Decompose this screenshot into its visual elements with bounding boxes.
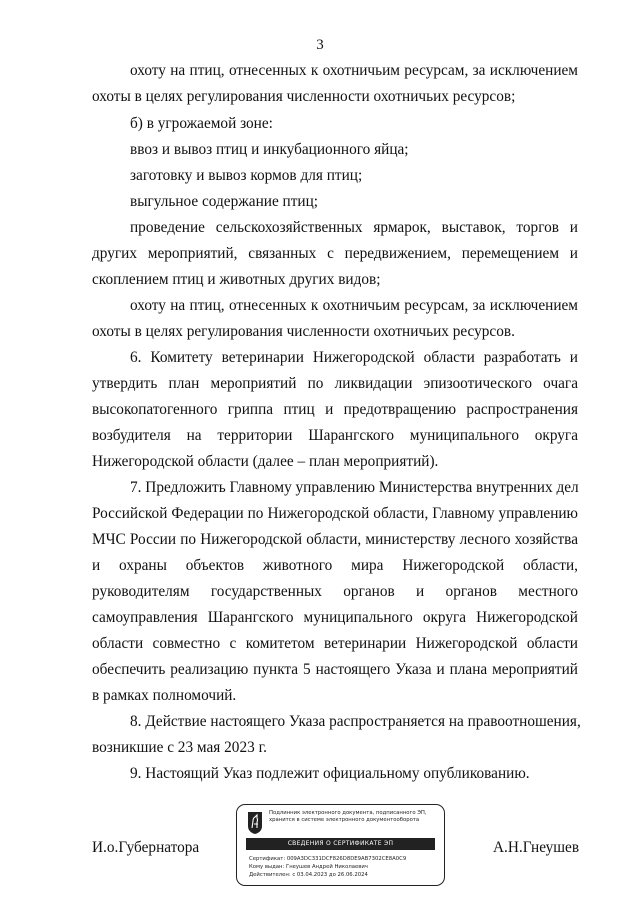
certificate-serial: Сертификат: 009A3DC331DCF826D8DE9AB7302CE8A0C9 [249, 856, 407, 862]
body-line: возникшие с 23 мая 2023 г. [92, 739, 267, 756]
signer-name: А.Н.Гнеушев [493, 839, 580, 856]
body-line: возбудителя на территории Шарангского муниципального округа [92, 427, 578, 444]
body-line: руководителям государственных органов и органов местного [92, 583, 578, 600]
coat-of-arms-icon [247, 811, 263, 835]
body-line: самоуправления Шарангского муниципального округа Нижегородской [92, 609, 578, 626]
body-line: обеспечить реализацию пункта 5 настоящего Указа и плана мероприятий [92, 661, 578, 678]
body-line: 6. Комитету ветеринарии Нижегородской области разработать и [130, 349, 578, 366]
body-line: других мероприятий, связанных с передвижением, перемещением и [92, 245, 578, 262]
body-line: 8. Действие настоящего Указа распространяется на правоотношения, [130, 713, 581, 730]
body-line: охоты в целях регулирования численности охотничьих ресурсов; [92, 88, 516, 105]
body-line: и охраны объектов животного мира Нижегородской области, [92, 557, 578, 574]
body-line: б) в угрожаемой зоне: [130, 115, 273, 132]
body-line: охоты в целях регулирования численности охотничьих ресурсов. [92, 323, 515, 340]
body-line: утвердить план мероприятий по ликвидации эпизоотического очага [92, 375, 578, 392]
body-line: охоту на птиц, отнесенных к охотничьим ресурсам, за исключением [130, 297, 578, 314]
body-line: 9. Настоящий Указ подлежит официальному опубликованию. [130, 765, 530, 782]
body-line: выгульное содержание птиц; [130, 193, 319, 210]
body-line: 7. Предложить Главному управлению Министерства внутренних дел [130, 479, 579, 496]
signer-title: И.о.Губернатора [92, 839, 200, 856]
body-line: Нижегородской области (далее – план мероприятий). [92, 453, 439, 470]
stamp-caption-line: Подлинник электронного документа, подписанного ЭП, [269, 810, 427, 816]
body-line: скоплением птиц и животных других видов; [92, 271, 381, 288]
body-line: в рамках полномочий. [92, 687, 237, 704]
body-line: области совместно с комитетом ветеринарии Нижегородской области [92, 635, 578, 652]
body-line: заготовку и вывоз кормов для птиц; [130, 167, 363, 184]
e-signature-stamp [236, 804, 445, 886]
body-line: охоту на птиц, отнесенных к охотничьим ресурсам, за исключением [130, 62, 578, 79]
body-line: ввоз и вывоз птиц и инкубационного яйца; [130, 141, 409, 158]
stamp-caption [269, 810, 439, 824]
certificate-owner: Кому выдан: Гнеушев Андрей Николаевич [249, 864, 368, 870]
body-line: проведение сельскохозяйственных ярмарок, выставок, торгов и [130, 219, 578, 236]
stamp-banner: СВЕДЕНИЯ О СЕРТИФИКАТЕ ЭП [246, 838, 435, 850]
body-line: Российской Федерации по Нижегородской области, Главному управлению [92, 505, 578, 522]
page-number: 3 [316, 37, 324, 53]
stamp-caption-line: хранится в системе электронного документооборота [269, 817, 420, 823]
body-line: МЧС России по Нижегородской области, министерству лесного хозяйства [92, 531, 578, 548]
body-line: высокопатогенного гриппа птиц и предотвращению распространения [92, 401, 578, 418]
certificate-validity: Действителен: с 03.04.2023 до 26.06.2024 [249, 872, 368, 878]
